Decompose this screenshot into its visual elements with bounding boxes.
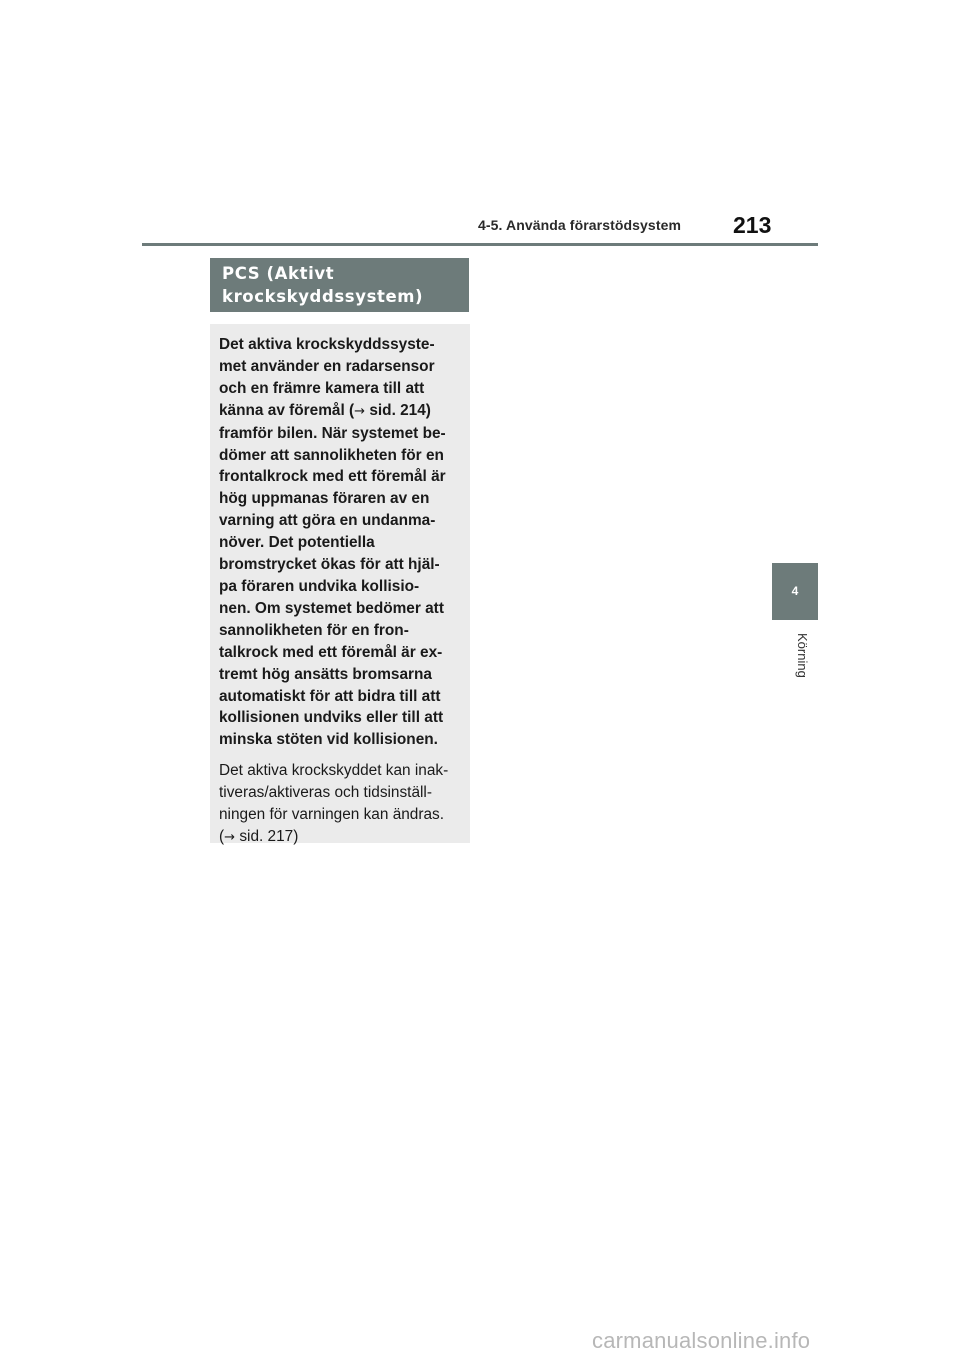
section-title-line-2: krockskyddssystem) [222,287,424,306]
text-line: növer. Det potentiella [219,534,375,552]
page-reference-line [219,826,462,849]
text-line: pa föraren undvika kollisio- [219,577,420,595]
text-line: Det aktiva krockskyddssyste- [219,336,435,353]
text-line: varning att göra en undanma- [219,512,436,530]
text-line: minska stöten vid kollisionen. [219,731,438,749]
page-reference-link[interactable]: sid. 214) [365,401,431,419]
text-fragment: ( [219,828,225,846]
arrow-icon: → [224,830,236,846]
text-line: hög uppmanas föraren av en [219,490,430,508]
intro-paragraph [219,334,462,751]
text-line: ningen för varningen kan ändras. [219,806,445,824]
chapter-heading: 4-5. Använda förarstödsystem [478,217,682,233]
settings-paragraph [219,760,462,849]
page-reference-line [219,400,462,423]
text-fragment: känna av föremål ( [219,401,355,419]
section-title-line-1: PCS (Aktivt [222,264,335,283]
text-line: och en främre kamera till att [219,379,425,397]
header-divider [142,243,818,246]
text-line: frontalkrock med ett föremål är [219,468,446,486]
text-line: tiveras/aktiveras och tidsinställ- [219,784,432,802]
intro-text-box [210,324,470,846]
section-title [210,258,469,312]
chapter-tab-label: Körning [795,633,810,678]
text-line: Det aktiva krockskyddet kan inak- [219,762,449,780]
text-line: tremt hög ansätts bromsarna [219,665,432,683]
text-line: sannolikheten för en fron- [219,621,409,639]
page-reference-link[interactable]: sid. 217) [235,828,299,846]
watermark: carmanualsonline.info [592,1328,811,1353]
page-number: 213 [733,212,772,238]
text-line: talkrock med ett föremål är ex- [219,643,443,661]
text-line: nen. Om systemet bedömer att [219,599,444,617]
text-line: kollisionen undviks eller till att [219,709,444,727]
text-line: bromstrycket ökas för att hjäl- [219,556,440,574]
text-line: framför bilen. När systemet be- [219,424,446,442]
text-line: automatiskt för att bidra till att [219,687,441,705]
chapter-tab[interactable]: 4 [772,563,818,620]
arrow-icon: → [354,403,366,419]
text-line: met använder en radarsensor [219,357,435,375]
text-line: dömer att sannolikheten för en [219,446,444,464]
